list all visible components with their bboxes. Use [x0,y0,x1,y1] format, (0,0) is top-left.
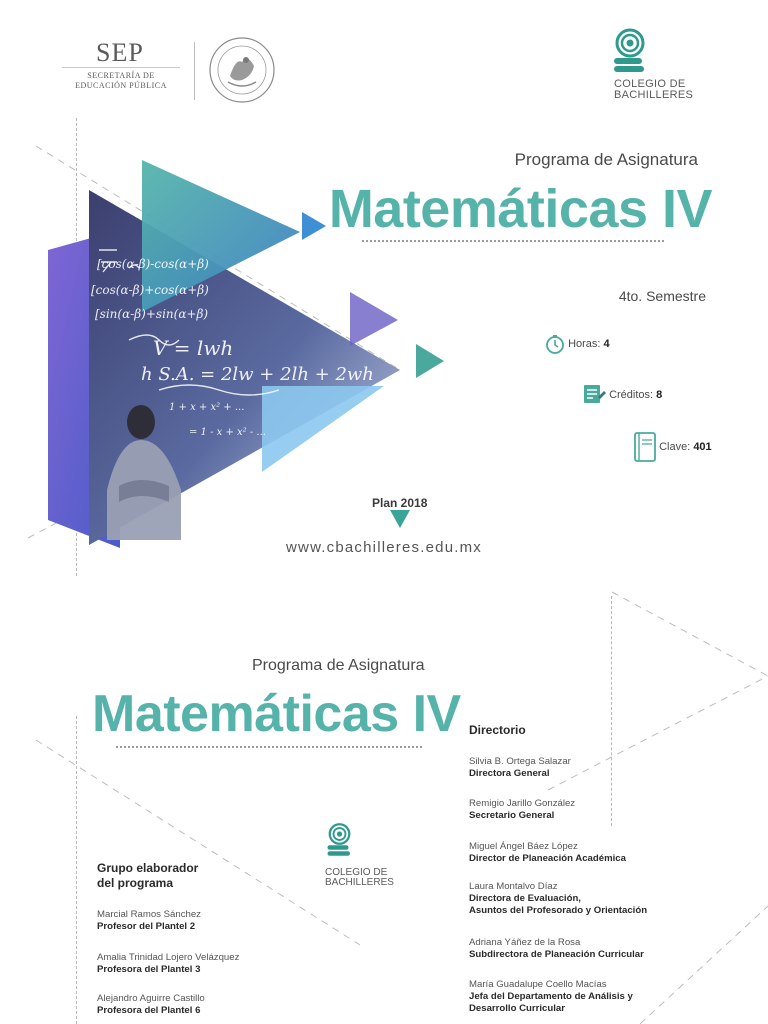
cb-logo-line2: BACHILLERES [614,89,694,101]
person-role: Secretario General [469,810,555,821]
grupo-title-line2: del programa [97,876,174,890]
svg-text:1 + x + x² + ...: 1 + x + x² + ... [169,402,245,413]
sep-logo-text: SEP [96,38,144,67]
cover-url[interactable]: www.cbachilleres.edu.mx [286,539,482,556]
svg-text:[cos(α-β)+cos(α+β): [cos(α-β)+cos(α+β) [91,283,209,297]
person-silhouette [107,405,181,540]
page2-title-underline [116,746,422,748]
person-name: Marcial Ramos Sánchez [97,909,201,920]
person-role: Profesora del Plantel 6 [97,1005,201,1016]
svg-text:V = lwh: V = lwh [153,336,234,360]
certificate-icon [582,383,606,407]
horas-label: Horas: [568,337,601,350]
person-role-line2: Desarrollo Curricular [469,1003,565,1014]
clock-icon [545,334,565,354]
person-role: Profesora del Plantel 3 [97,964,201,975]
clave-value: 401 [693,440,712,453]
grupo-elaborador-title [97,861,198,891]
cover-creditos-row [582,383,662,407]
person-name: Remigio Jarillo González [469,798,576,809]
person-role: Subdirectora de Planeación Curricular [469,949,644,960]
directorio-entry [469,881,647,917]
svg-text:[sin(α-β)+sin(α+β): [sin(α-β)+sin(α+β) [95,307,209,321]
sep-subtitle-line1: SECRETARÍA DE [87,71,155,80]
person-role: Directora General [469,768,550,779]
cover-plan: Plan 2018 [372,496,428,510]
grupo-title-line1: Grupo elaborador [97,861,199,875]
svg-text:= 1 - x + x² - ...: = 1 - x + x² - ... [189,427,266,438]
cover-title: Matemáticas IV [328,179,712,239]
cb-logo-line1: COLEGIO DE [614,78,686,90]
creditos-label: Créditos: [609,388,654,401]
creditos-value: 8 [656,388,663,401]
page2-cb-logo-text [325,868,394,888]
person-name: Silvia B. Ortega Salazar [469,756,571,767]
directorio-title: Directorio [469,723,526,737]
page2-program-label: Programa de Asignatura [252,657,425,674]
colegio-bachilleres-logo-icon [326,822,356,858]
sep-subtitle-line2: EDUCACIÓN PÚBLICA [75,81,167,90]
person-name: María Guadalupe Coello Macías [469,979,607,990]
dashed-vertical-line [76,716,77,1024]
grupo-entry [97,952,239,976]
cover-semestre: 4to. Semestre [618,288,706,304]
horas-value: 4 [603,337,610,350]
chalkboard-photo-image [89,190,399,540]
directorio-entry [469,841,626,865]
directorio-entry [469,756,571,780]
page2-title: Matemáticas IV [92,685,461,743]
person-name: Laura Montalvo Díaz [469,881,558,892]
grupo-entry [97,993,205,1017]
clave-label: Clave: [659,440,691,453]
cover-program-label: Programa de Asignatura [514,150,698,169]
grupo-entry [97,909,201,933]
person-role: Jefa del Departamento de Análisis y [469,991,633,1002]
person-name: Miguel Ángel Báez López [469,841,578,852]
book-icon [634,432,656,462]
person-role-line2: Asuntos del Profesorado y Orientación [469,905,648,916]
svg-text:[cos(α-β)-cos(α+β): [cos(α-β)-cos(α+β) [97,257,209,271]
person-role: Directora de Evaluación, [469,893,581,904]
person-name: Adriana Yáñez de la Rosa [469,937,581,948]
person-role: Profesor del Plantel 2 [97,921,196,932]
person-name: Amalia Trinidad Lojero Velázquez [97,952,240,963]
person-role: Director de Planeación Académica [469,853,626,864]
person-name: Alejandro Aguirre Castillo [97,993,205,1004]
directorio-entry [469,798,575,822]
page2-cb-logo-line1: COLEGIO DE [325,867,388,878]
page2-cb-logo-line2: BACHILLERES [325,877,394,888]
directorio-entry [469,979,633,1015]
cover-clave-row [634,432,712,462]
svg-text:h S.A. = 2lw + 2lh + 2wh: h S.A. = 2lw + 2lh + 2wh [141,364,374,385]
cover-title-underline [362,240,664,242]
dashed-vertical-line [611,596,612,826]
directorio-entry [469,937,644,961]
cover-horas-row [545,334,610,354]
